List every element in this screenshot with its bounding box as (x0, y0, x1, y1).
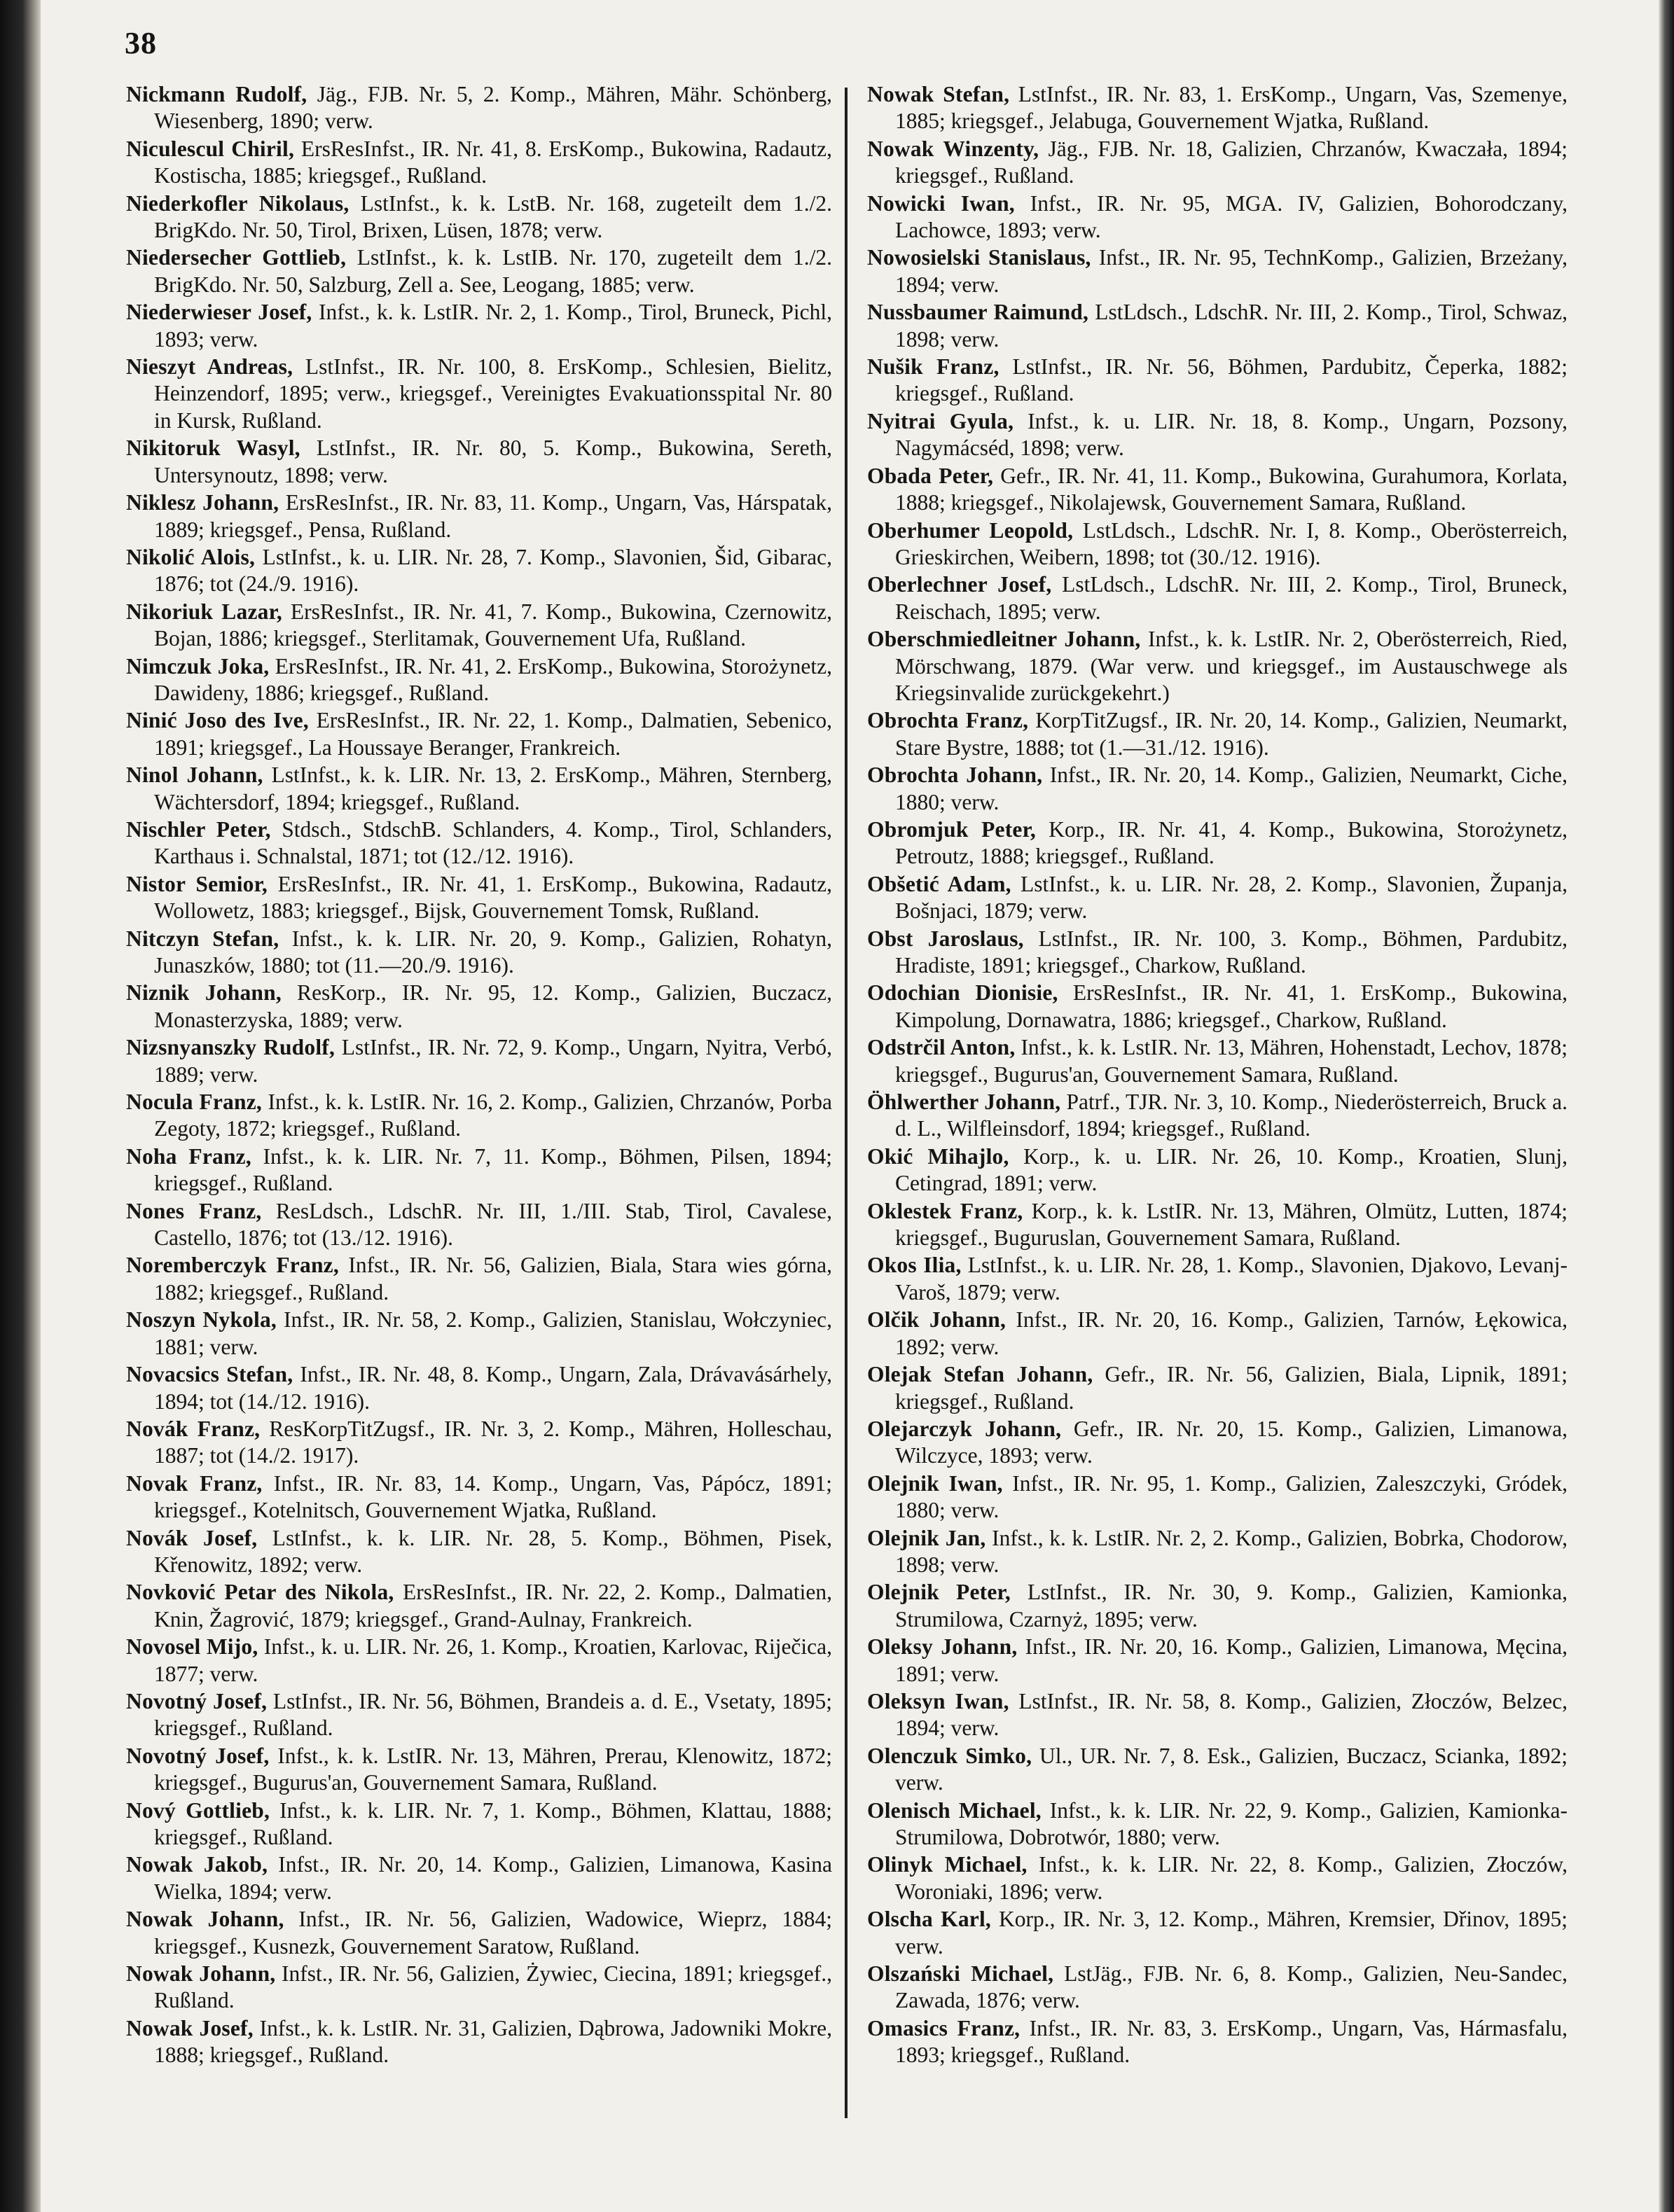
entry-details: Korp., IR. Nr. 41, 4. Komp., Bukowina, Storożynetz, Petroutz, 1888; kriegsgef., Rußland. (895, 816, 1568, 869)
entry-details: LstInfst., IR. Nr. 56, Böhmen, Brandeis a. d. E., Vsetaty, 1895; kriegsgef., Rußland. (154, 1688, 832, 1741)
list-item (867, 1034, 1568, 1088)
list-item (867, 762, 1568, 816)
entry-details: LstJäg., FJB. Nr. 6, 8. Komp., Galizien, Neu-Sandec, Zawada, 1876; verw. (895, 1961, 1568, 2013)
column-divider (845, 88, 848, 2118)
list-item (126, 762, 832, 816)
entry-details: Patrf., TJR. Nr. 3, 10. Komp., Niederösterreich, Bruck a. d. L., Wilfleinsdorf, 1894; kriegsgef., Rußland. (895, 1090, 1568, 1141)
entry-details: LstInfst., IR. Nr. 100, 8. ErsKomp., Schlesien, Bielitz, Heinzendorf, 1895; verw., kriegsgef., Vereinigtes Evakuationsspital Nr. 80 in Kursk, Rußland. (154, 354, 832, 433)
entry-details: ResKorp., IR. Nr. 95, 12. Komp., Galizien, Buczacz, Monasterzyska, 1889; verw. (154, 980, 832, 1032)
entry-details: Infst., IR. Nr. 83, 14. Komp., Ungarn, Vas, Pápócz, 1891; kriegsgef., Kotelnitsch, Gouvernement Wjatka, Rußland. (154, 1470, 832, 1523)
entry-name: Oleksyn Iwan, (867, 1688, 1009, 1713)
entry-details: Infst., IR. Nr. 56, Galizien, Biala, Stara wies górna, 1882; kriegsgef., Rußland. (154, 1253, 832, 1305)
list-item (126, 1252, 832, 1306)
entry-name: Okos Ilia, (867, 1253, 962, 1278)
entry-details: Infst., IR. Nr. 83, 3. ErsKomp., Ungarn, Vas, Hármasfalu, 1893; kriegsgef., Rußland. (895, 2015, 1568, 2068)
entry-details: LstInfst., k. u. LIR. Nr. 28, 1. Komp., Slavonien, Djakovo, Levanj-Varoš, 1879; verw. (895, 1253, 1568, 1305)
list-item (867, 871, 1568, 925)
list-item (126, 599, 832, 653)
entry-name: Oleksy Johann, (867, 1634, 1018, 1660)
list-item (867, 980, 1568, 1034)
entry-details: Infst., IR. Nr. 95, 1. Komp., Galizien, Zaleszczyki, Gródek, 1880; verw. (895, 1470, 1568, 1523)
entry-name: Öhlwerther Johann, (867, 1090, 1061, 1115)
entry-details: Ul., UR. Nr. 7, 8. Esk., Galizien, Buczacz, Scianka, 1892; verw. (895, 1743, 1568, 1795)
entry-name: Oberhumer Leopold, (867, 517, 1074, 543)
list-item (867, 571, 1568, 625)
entry-name: Novák Franz, (126, 1416, 261, 1441)
entry-name: Nickmann Rudolf, (126, 82, 307, 106)
entry-name: Novosel Mijo, (126, 1634, 258, 1660)
entry-details: Infst., k. k. LstIR. Nr. 2, 1. Komp., Tirol, Bruneck, Pichl, 1893; verw. (154, 300, 833, 352)
entry-details: ResKorpTitZugsf., IR. Nr. 3, 2. Komp., Mähren, Holleschau, 1887; tot (14./2. 1917). (154, 1416, 833, 1468)
entry-name: Ninol Johann, (126, 763, 263, 788)
list-item (126, 2015, 832, 2069)
entry-details: Korp., k. k. LstIR. Nr. 13, Mähren, Olmütz, Lutten, 1874; kriegsgef., Buguruslan, Gouvernement Samara, Rußland. (895, 1198, 1568, 1251)
entry-details: ResLdsch., LdschR. Nr. III, 1./III. Stab, Tirol, Cavalese, Castello, 1876; tot (13./12. 1916). (154, 1198, 832, 1251)
entry-name: Nitczyn Stefan, (126, 926, 279, 951)
entry-details: Infst., k. k. LstIR. Nr. 16, 2. Komp., Galizien, Chrzanów, Porba Zegoty, 1872; kriegsgef., Rußland. (154, 1090, 833, 1141)
entry-name: Nizsnyanszky Rudolf, (126, 1035, 336, 1060)
entry-details: ErsResInfst., IR. Nr. 22, 1. Komp., Dalmatien, Sebenico, 1891; kriegsgef., La Houssaye Beranger, Frankreich. (154, 708, 832, 760)
list-item (126, 354, 832, 434)
entry-details: Infst., k. k. LstIR. Nr. 13, Mähren, Prerau, Klenowitz, 1872; kriegsgef., Bugurus'an, Gouvernement Samara, Rußland. (154, 1743, 832, 1795)
list-item (126, 544, 832, 598)
entry-details: LstInfst., IR. Nr. 72, 9. Komp., Ungarn, Nyitra, Verbó, 1889; verw. (154, 1035, 832, 1087)
list-item (867, 190, 1568, 244)
entry-name: Nyitrai Gyula, (867, 408, 1014, 433)
list-item (126, 1198, 832, 1252)
entry-name: Olinyk Michael, (867, 1852, 1028, 1877)
list-item (126, 1743, 832, 1797)
entry-name: Nocula Franz, (126, 1090, 262, 1115)
list-item (867, 1797, 1568, 1851)
list-item (867, 299, 1568, 353)
entry-name: Olejnik Iwan, (867, 1470, 1003, 1496)
scan-edge-right (1659, 0, 1674, 2212)
list-item (126, 1307, 832, 1361)
entry-name: Olenczuk Simko, (867, 1743, 1032, 1768)
entry-name: Nistor Semior, (126, 871, 268, 896)
entry-details: Infst., k. u. LIR. Nr. 18, 8. Komp., Ungarn, Pozsony, Nagymácséd, 1898; verw. (895, 408, 1568, 461)
scan-edge-left (0, 0, 41, 2212)
entry-details: Jäg., FJB. Nr. 5, 2. Komp., Mähren, Mähr. Schönberg, Wiesenberg, 1890; verw. (154, 82, 832, 134)
entry-name: Novacsics Stefan, (126, 1362, 293, 1387)
list-item (126, 299, 832, 353)
entry-details: ErsResInfst., IR. Nr. 41, 2. ErsKomp., Bukowina, Storożynetz, Dawideny, 1886; kriegsgef., Rußland. (154, 653, 832, 705)
list-item (126, 1906, 832, 1960)
list-item (126, 1851, 832, 1905)
entry-name: Novotný Josef, (126, 1743, 270, 1768)
entry-name: Noha Franz, (126, 1143, 251, 1169)
list-item (867, 408, 1568, 462)
entry-details: ErsResInfst., IR. Nr. 41, 7. Komp., Bukowina, Czernowitz, Bojan, 1886; kriegsgef., Sterlitamak, Gouvernement Ufa, Rußland. (154, 599, 832, 651)
list-item (126, 1416, 832, 1470)
entry-name: Nieszyt Andreas, (126, 354, 293, 380)
list-item (867, 2015, 1568, 2069)
entry-name: Novković Petar des Nikola, (126, 1580, 394, 1605)
list-item (867, 1634, 1568, 1688)
list-item (126, 816, 832, 870)
list-item (867, 1252, 1568, 1306)
list-item (867, 463, 1568, 517)
right-column (867, 81, 1568, 2069)
entry-name: Nowak Johann, (126, 1907, 284, 1932)
entry-details: LstInfst., IR. Nr. 80, 5. Komp., Bukowina, Sereth, Untersynoutz, 1898; verw. (154, 436, 832, 487)
left-column (126, 81, 832, 2069)
list-item (126, 1525, 832, 1579)
list-item (867, 1961, 1568, 2015)
entry-details: Infst., IR. Nr. 20, 14. Komp., Galizien, Limanowa, Kasina Wielka, 1894; verw. (154, 1852, 833, 1904)
entry-details: ErsResInfst., IR. Nr. 41, 1. ErsKomp., Bukowina, Kimpolung, Dornawatra, 1886; kriegsgef., Charkow, Rußland. (895, 980, 1568, 1032)
list-item (867, 926, 1568, 980)
list-item (867, 1361, 1568, 1415)
list-item (867, 1743, 1568, 1797)
list-item (867, 1579, 1568, 1633)
entry-details: Infst., IR. Nr. 95, TechnKomp., Galizien, Brzeżany, 1894; verw. (895, 245, 1568, 297)
entry-name: Novák Josef, (126, 1525, 258, 1550)
entry-name: Nowosielski Stanislaus, (867, 245, 1091, 270)
entry-name: Olejnik Peter, (867, 1580, 1011, 1605)
entry-name: Nimczuk Joka, (126, 653, 270, 679)
entry-name: Nowak Winzenty, (867, 136, 1039, 161)
entry-details: Stdsch., StdschB. Schlanders, 4. Komp., Tirol, Schlanders, Karthaus i. Schnalstal, 1871; tot (12./12. 1916). (154, 816, 833, 869)
entry-details: Korp., k. u. LIR. Nr. 26, 10. Komp., Kroatien, Slunj, Cetingrad, 1891; verw. (895, 1143, 1568, 1196)
entry-details: KorpTitZugsf., IR. Nr. 20, 14. Komp., Galizien, Neumarkt, Stare Bystre, 1888; tot (1.—31./12. 1916). (895, 708, 1568, 760)
entry-details: Infst., k. k. LstIR. Nr. 2, Oberösterreich, Ried, Mörschwang, 1879. (War verw. und kriegsgef., im Austauschwege als Kriegsinvalide zurückgekehrt.) (895, 627, 1568, 705)
entry-name: Obada Peter, (867, 463, 994, 488)
list-item (867, 81, 1568, 135)
entry-name: Niklesz Johann, (126, 490, 279, 515)
list-item (126, 1143, 832, 1197)
entry-details: LstLdsch., LdschR. Nr. I, 8. Komp., Oberösterreich, Grieskirchen, Weibern, 1898; tot (30./12. 1916). (895, 517, 1568, 569)
list-item (867, 1688, 1568, 1742)
entry-name: Obrochta Franz, (867, 708, 1029, 733)
list-item (867, 816, 1568, 870)
list-item (867, 354, 1568, 408)
list-item (126, 1470, 832, 1524)
list-item (867, 1470, 1568, 1524)
entry-details: Korp., IR. Nr. 3, 12. Komp., Mähren, Kremsier, Dřinov, 1895; verw. (895, 1907, 1568, 1959)
entry-name: Olejnik Jan, (867, 1525, 986, 1550)
entry-details: ErsResInfst., IR. Nr. 83, 11. Komp., Ungarn, Vas, Hárspatak, 1889; kriegsgef., Pensa, Rußland. (154, 490, 832, 542)
entry-details: Infst., k. k. LstIR. Nr. 2, 2. Komp., Galizien, Bobrka, Chodorow, 1898; verw. (895, 1525, 1568, 1577)
entry-name: Olejak Stefan Johann, (867, 1362, 1093, 1387)
list-item (126, 435, 832, 489)
entry-details: LstInfst., k. k. LIR. Nr. 13, 2. ErsKomp., Mähren, Sternberg, Wächtersdorf, 1894; kriegsgef., Rußland. (154, 763, 832, 814)
entry-name: Olenisch Michael, (867, 1797, 1042, 1823)
list-item (126, 136, 832, 190)
entry-details: Infst., IR. Nr. 58, 2. Komp., Galizien, Stanislau, Wołczyniec, 1881; verw. (154, 1307, 832, 1359)
entry-name: Nikolić Alois, (126, 544, 256, 569)
entry-details: LstInfst., k. k. LstIB. Nr. 170, zugeteilt dem 1./2. BrigKdo. Nr. 50, Salzburg, Zell a. See, Leogang, 1885; verw. (154, 245, 832, 297)
entry-name: Obšetić Adam, (867, 871, 1011, 896)
entry-details: LstInfst., k. k. LIR. Nr. 28, 5. Komp., Böhmen, Pisek, Křenowitz, 1892; verw. (154, 1525, 832, 1577)
entry-name: Nischler Peter, (126, 816, 271, 842)
entry-name: Odstrčil Anton, (867, 1035, 1016, 1060)
entry-details: LstInfst., IR. Nr. 100, 3. Komp., Böhmen, Pardubitz, Hradiste, 1891; kriegsgef., Charkow, Rußland. (895, 926, 1568, 978)
entry-name: Niedersecher Gottlieb, (126, 245, 347, 270)
entry-name: Nový Gottlieb, (126, 1797, 270, 1823)
list-item (867, 1307, 1568, 1361)
entry-details: LstInfst., IR. Nr. 58, 8. Komp., Galizien, Złoczów, Belzec, 1894; verw. (895, 1688, 1568, 1741)
list-item (126, 1688, 832, 1742)
list-item (126, 1797, 832, 1851)
entry-details: Infst., k. k. LstIR. Nr. 13, Mähren, Hohenstadt, Lechov, 1878; kriegsgef., Bugurus'an, Gouvernement Samara, Rußland. (895, 1035, 1568, 1087)
list-item (126, 1034, 832, 1088)
entry-details: LstLdsch., LdschR. Nr. III, 2. Komp., Tirol, Bruneck, Reischach, 1895; verw. (895, 572, 1568, 624)
entry-details: Infst., IR. Nr. 20, 16. Komp., Galizien, Limanowa, Męcina, 1891; verw. (895, 1634, 1568, 1686)
entry-details: Infst., k. k. LIR. Nr. 22, 8. Komp., Galizien, Złoczów, Woroniaki, 1896; verw. (895, 1852, 1568, 1904)
entry-details: LstInfst., k. k. LstB. Nr. 168, zugeteilt dem 1./2. BrigKdo. Nr. 50, Tirol, Brixen, Lüsen, 1878; verw. (154, 190, 832, 243)
entry-details: LstInfst., IR. Nr. 83, 1. ErsKomp., Ungarn, Vas, Szemenye, 1885; kriegsgef., Jelabuga, Gouvernement Wjatka, Rußland. (895, 82, 1568, 134)
entry-name: Niznik Johann, (126, 980, 282, 1006)
list-item (867, 136, 1568, 190)
entry-name: Nowak Johann, (126, 1961, 276, 1987)
entry-name: Olčik Johann, (867, 1307, 1007, 1333)
entry-name: Ninić Joso des Ive, (126, 708, 309, 733)
list-item (867, 1416, 1568, 1470)
entry-name: Novak Franz, (126, 1470, 263, 1496)
entry-name: Niederkofler Nikolaus, (126, 190, 350, 216)
list-item (126, 707, 832, 761)
list-item (126, 926, 832, 980)
entry-details: Infst., k. k. LIR. Nr. 20, 9. Komp., Galizien, Rohatyn, Junaszków, 1880; tot (11.—20./9. 1916). (154, 926, 832, 978)
list-item (867, 1143, 1568, 1197)
entry-details: Infst., k. k. LIR. Nr. 7, 1. Komp., Böhmen, Klattau, 1888; kriegsgef., Rußland. (154, 1797, 832, 1849)
entry-name: Olscha Karl, (867, 1907, 991, 1932)
page-number: 38 (125, 26, 157, 60)
list-item (126, 81, 832, 135)
entry-name: Noszyn Nykola, (126, 1307, 277, 1333)
entry-name: Nowak Jakob, (126, 1852, 268, 1877)
entry-details: LstInfst., k. u. LIR. Nr. 28, 7. Komp., Slavonien, Šid, Gibarac, 1876; tot (24./9. 1916). (154, 544, 832, 597)
entry-name: Olejarczyk Johann, (867, 1416, 1062, 1441)
list-item (126, 980, 832, 1034)
entry-details: Infst., IR. Nr. 48, 8. Komp., Ungarn, Zala, Drávavásárhely, 1894; tot (14./12. 1916). (154, 1362, 832, 1414)
entry-name: Nowicki Iwan, (867, 190, 1015, 216)
entry-details: Infst., IR. Nr. 20, 16. Komp., Galizien, Tarnów, Łękowica, 1892; verw. (895, 1307, 1568, 1359)
entry-details: Infst., k. k. LstIR. Nr. 31, Galizien, Dąbrowa, Jadowniki Mokre, 1888; kriegsgef., Rußland. (154, 2015, 832, 2068)
entry-name: Nones Franz, (126, 1198, 262, 1223)
entry-name: Obrochta Johann, (867, 763, 1043, 788)
entry-details: ErsResInfst., IR. Nr. 41, 1. ErsKomp., Bukowina, Radautz, Wollowetz, 1883; kriegsgef., Bijsk, Gouvernement Tomsk, Rußland. (154, 871, 832, 924)
entry-details: Infst., k. k. LIR. Nr. 7, 11. Komp., Böhmen, Pilsen, 1894; kriegsgef., Rußland. (154, 1143, 832, 1196)
entry-name: Nikoriuk Lazar, (126, 599, 282, 624)
entry-name: Nowak Stefan, (867, 82, 1010, 106)
entry-details: Jäg., FJB. Nr. 18, Galizien, Chrzanów, Kwaczała, 1894; kriegsgef., Rußland. (895, 136, 1568, 188)
entry-name: Olszański Michael, (867, 1961, 1054, 1987)
list-item (126, 244, 832, 298)
entry-name: Nowak Josef, (126, 2015, 254, 2040)
entry-name: Oberschmiedleitner Johann, (867, 627, 1141, 652)
entry-details: Infst., IR. Nr. 56, Galizien, Żywiec, Ciecina, 1891; kriegsgef., Rußland. (154, 1961, 832, 2013)
entry-details: Infst., k. u. LIR. Nr. 26, 1. Komp., Kroatien, Karlovac, Riječica, 1877; verw. (154, 1634, 833, 1686)
entry-details: LstInfst., IR. Nr. 30, 9. Komp., Galizien, Kamionka, Strumilowa, Czarnyż, 1895; verw. (895, 1580, 1568, 1632)
entry-name: Nikitoruk Wasyl, (126, 436, 300, 461)
list-item (126, 653, 832, 707)
entry-name: Novotný Josef, (126, 1688, 268, 1713)
entry-name: Okić Mihajlo, (867, 1143, 1009, 1169)
entry-name: Odochian Dionisie, (867, 980, 1058, 1006)
entry-name: Niculescul Chiril, (126, 136, 295, 161)
list-item (126, 489, 832, 543)
list-item (126, 190, 832, 244)
entry-details: LstInfst., IR. Nr. 56, Böhmen, Pardubitz, Čeperka, 1882; kriegsgef., Rußland. (895, 354, 1568, 406)
list-item (126, 1634, 832, 1688)
list-item (867, 707, 1568, 761)
entry-name: Noremberczyk Franz, (126, 1253, 339, 1278)
list-item (867, 1198, 1568, 1252)
entry-name: Oklestek Franz, (867, 1198, 1023, 1223)
list-item (867, 1525, 1568, 1579)
entry-details: Gefr., IR. Nr. 56, Galizien, Biala, Lipnik, 1891; kriegsgef., Rußland. (895, 1362, 1568, 1414)
entry-details: Infst., IR. Nr. 95, MGA. IV, Galizien, Bohorodczany, Lachowce, 1893; verw. (895, 190, 1568, 243)
list-item (126, 1361, 832, 1415)
entry-details: ErsResInfst., IR. Nr. 22, 2. Komp., Dalmatien, Knin, Žagrović, 1879; kriegsgef., Grand-Aulnay, Frankreich. (154, 1580, 832, 1632)
entry-name: Niederwieser Josef, (126, 300, 312, 325)
entry-name: Obst Jaroslaus, (867, 926, 1024, 951)
list-item (867, 1851, 1568, 1905)
list-item (126, 1579, 832, 1633)
entry-name: Nušik Franz, (867, 354, 999, 380)
list-item (126, 1961, 832, 2015)
entry-name: Omasics Franz, (867, 2015, 1021, 2040)
entry-details: LstInfst., k. u. LIR. Nr. 28, 2. Komp., Slavonien, Županja, Bošnjaci, 1879; verw. (895, 871, 1568, 924)
list-item (867, 244, 1568, 298)
list-item (867, 1089, 1568, 1143)
entry-details: Infst., k. k. LIR. Nr. 22, 9. Komp., Galizien, Kamionka-Strumilowa, Dobrotwór, 1880; verw. (895, 1797, 1568, 1849)
entry-details: Infst., IR. Nr. 20, 14. Komp., Galizien, Neumarkt, Ciche, 1880; verw. (895, 763, 1568, 814)
list-item (867, 517, 1568, 571)
list-item (867, 1906, 1568, 1960)
list-item (126, 871, 832, 925)
list-item (126, 1089, 832, 1143)
list-item (867, 626, 1568, 707)
entry-details: Infst., IR. Nr. 56, Galizien, Wadowice, Wieprz, 1884; kriegsgef., Kusnezk, Gouvernement Saratow, Rußland. (154, 1907, 832, 1959)
entry-details: ErsResInfst., IR. Nr. 41, 8. ErsKomp., Bukowina, Radautz, Kostischa, 1885; kriegsgef., Rußland. (154, 136, 832, 188)
entry-details: Gefr., IR. Nr. 20, 15. Komp., Galizien, Limanowa, Wilczyce, 1893; verw. (895, 1416, 1568, 1468)
entry-details: LstLdsch., LdschR. Nr. III, 2. Komp., Tirol, Schwaz, 1898; verw. (895, 300, 1568, 352)
entry-name: Nussbaumer Raimund, (867, 300, 1089, 325)
entry-name: Obromjuk Peter, (867, 816, 1036, 842)
entry-details: Gefr., IR. Nr. 41, 11. Komp., Bukowina, Gurahumora, Korlata, 1888; kriegsgef., Nikolajewsk, Gouvernement Samara, Rußland. (895, 463, 1568, 515)
entry-name: Oberlechner Josef, (867, 572, 1052, 597)
